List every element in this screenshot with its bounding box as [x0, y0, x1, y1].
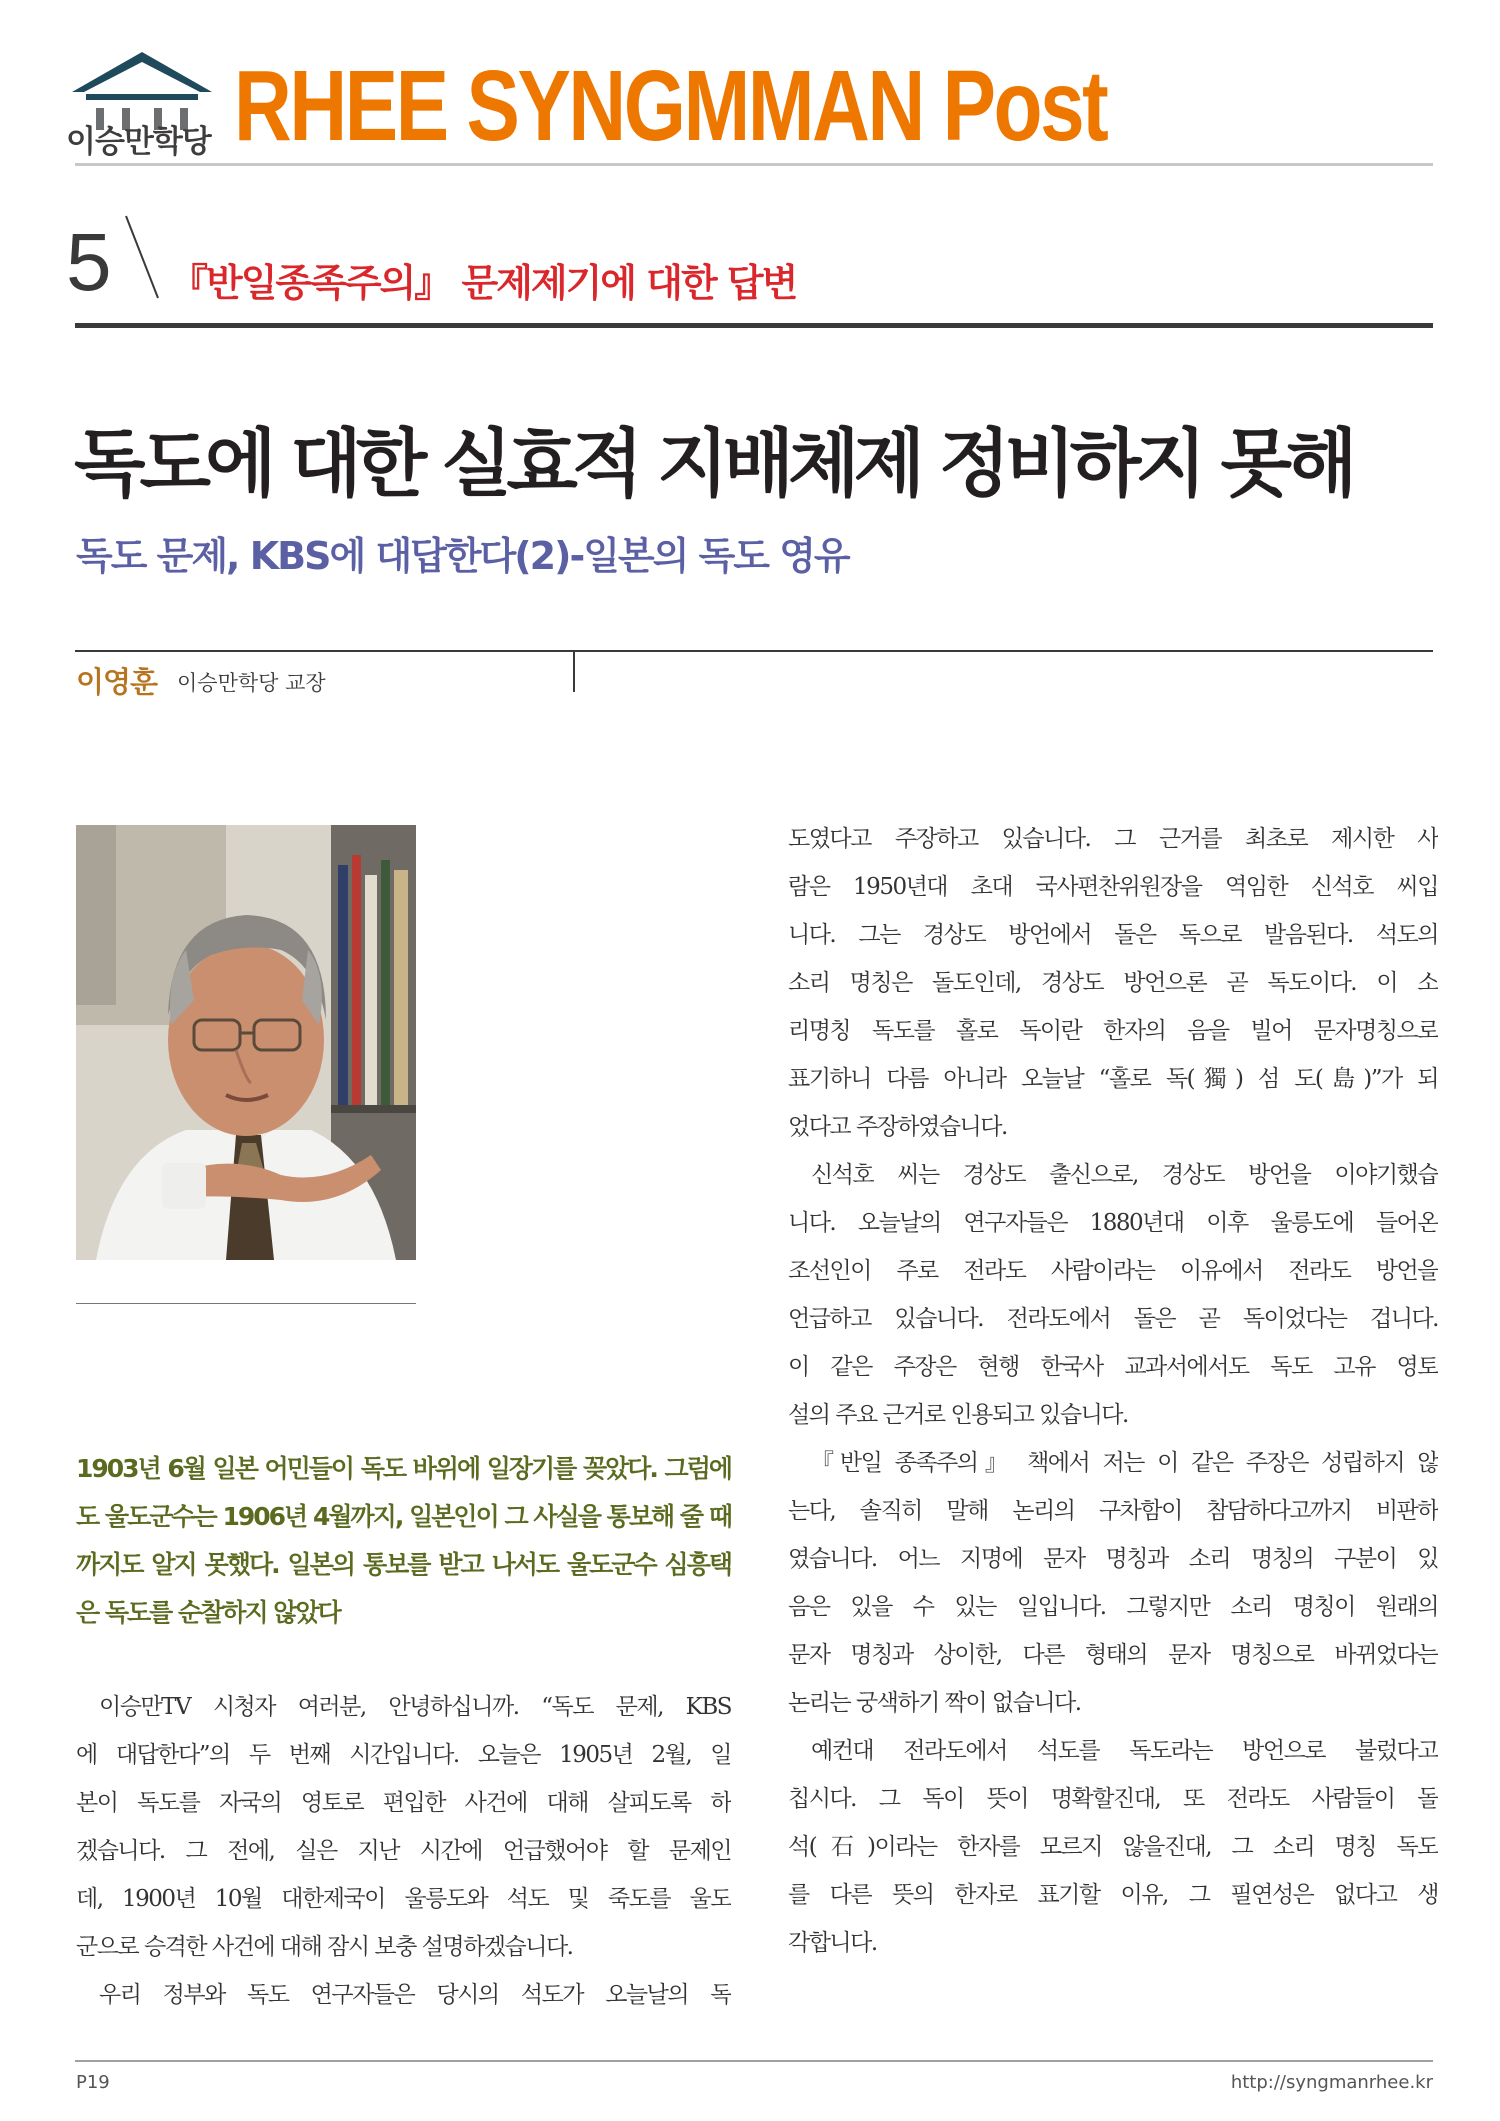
- body-line: 설의 주요 근거로 인용되고 있습니다.: [788, 1402, 1128, 1428]
- body-line: 논리는 궁색하기 짝이 없습니다.: [788, 1690, 1081, 1716]
- article-body-left-column: [76, 1683, 731, 2019]
- body-line: 조선인이 주로 전라도 사람이라는 이유에서 전라도 방언을: [788, 1258, 1438, 1284]
- body-line: 소리 명칭은 돌도인데, 경상도 방언으론 곧 독도이다. 이 소: [788, 970, 1438, 996]
- body-line: 우리 정부와 독도 연구자들은 당시의 석도가 오늘날의 독: [99, 1982, 731, 2008]
- pull-quote: 1903년 6월 일본 어민들이 독도 바위에 일장기를 꽂았다. 그럼에도 울도군수는 1906년 4월까지, 일본인이 그 사실을 통보해 줄 때까지도 알지 못했다. 일본의 통보를 받고 나서도 울도군수 심흥택은 독도를 순찰하지 않았다: [76, 1454, 731, 1627]
- body-line: 언급하고 있습니다. 전라도에서 돌은 곧 독이었다는 겁니다.: [788, 1306, 1438, 1332]
- body-line: 람은 1950년대 초대 국사편찬위원장을 역임한 신석호 씨입: [788, 874, 1438, 900]
- body-line: 였습니다. 어느 지명에 문자 명칭과 소리 명칭의 구분이 있: [788, 1546, 1438, 1572]
- body-line: 신석호 씨는 경상도 출신으로, 경상도 방언을 이야기했습: [811, 1162, 1438, 1188]
- byline-divider: [75, 650, 1433, 652]
- body-line: 칩시다. 그 독이 뜻이 명확할진대, 또 전라도 사람들이 돌: [788, 1786, 1438, 1812]
- author-role: 이승만학당 교장: [177, 671, 326, 695]
- body-line: 니다. 오늘날의 연구자들은 1880년대 이후 울릉도에 들어온: [788, 1210, 1438, 1236]
- body-line: 표기하니 다름 아니라 오늘날 “홀로 독(獨) 섬 도(島)”가 되: [788, 1066, 1438, 1092]
- section-slash-divider: [122, 212, 162, 302]
- author-portrait-photo: [76, 825, 416, 1260]
- body-line: 를 다른 뜻의 한자로 표기할 이유, 그 필연성은 없다고 생: [788, 1882, 1438, 1908]
- body-line: 에 대답한다”의 두 번째 시간입니다. 오늘은 1905년 2월, 일: [76, 1742, 731, 1768]
- body-line: 데, 1900년 10월 대한제국이 울릉도와 석도 및 죽도를 울도: [76, 1886, 731, 1912]
- byline-separator: [573, 650, 575, 692]
- article-body-right-column: [788, 815, 1438, 1967]
- article-subtitle: 독도 문제, KBS에 대답한다(2)-일본의 독도 영유: [76, 534, 849, 578]
- header-divider: [75, 163, 1433, 166]
- body-line: 리명칭 독도를 홀로 독이란 한자의 음을 빌어 문자명칭으로: [788, 1018, 1438, 1044]
- logo-text: 이승만학당: [66, 124, 211, 160]
- body-line: 니다. 그는 경상도 방언에서 돌은 독으로 발음된다. 석도의: [788, 922, 1438, 948]
- body-line: 『반일 종족주의』 책에서 저는 이 같은 주장은 성립하지 않: [811, 1450, 1438, 1476]
- footer-divider: [75, 2060, 1433, 2062]
- body-line: 이 같은 주장은 현행 한국사 교과서에서도 독도 고유 영토: [788, 1354, 1438, 1380]
- website-url[interactable]: http://syngmanrhee.kr: [1230, 2072, 1433, 2093]
- body-line: 각합니다.: [788, 1930, 877, 1956]
- body-line: 겠습니다. 그 전에, 실은 지난 시간에 언급했어야 할 문제인: [76, 1838, 731, 1864]
- masthead-title: RHEE SYNGMMAN Post: [234, 50, 1107, 162]
- section-title: 『반일종족주의』 문제제기에 대한 답변: [170, 261, 797, 305]
- body-line: 이승만TV 시청자 여러분, 안녕하십니까. “독도 문제, KBS: [99, 1694, 731, 1720]
- body-line: 는다, 솔직히 말해 논리의 구차함이 참담하다고까지 비판하: [788, 1498, 1438, 1524]
- body-line: 문자 명칭과 상이한, 다른 형태의 문자 명칭으로 바뀌었다는: [788, 1642, 1438, 1668]
- body-line: 음은 있을 수 있는 일입니다. 그렇지만 소리 명칭이 원래의: [788, 1594, 1438, 1620]
- page-number: P19: [76, 2072, 110, 2093]
- body-line: 석(石)이라는 한자를 모르지 않을진대, 그 소리 명칭 독도: [788, 1834, 1438, 1860]
- section-number: 5: [66, 217, 112, 308]
- body-line: 예컨대 전라도에서 석도를 독도라는 방언으로 불렀다고: [811, 1738, 1438, 1764]
- section-divider: [75, 323, 1433, 328]
- body-line: 었다고 주장하였습니다.: [788, 1114, 1007, 1140]
- author-name: 이영훈: [76, 665, 158, 699]
- body-line: 군으로 승격한 사건에 대해 잠시 보충 설명하겠습니다.: [76, 1934, 573, 1960]
- body-line: 도였다고 주장하고 있습니다. 그 근거를 최초로 제시한 사: [788, 826, 1438, 852]
- article-title: 독도에 대한 실효적 지배체제 정비하지 못해: [74, 421, 1352, 507]
- photo-divider: [76, 1303, 416, 1304]
- body-line: 본이 독도를 자국의 영토로 편입한 사건에 대해 살피도록 하: [76, 1790, 731, 1816]
